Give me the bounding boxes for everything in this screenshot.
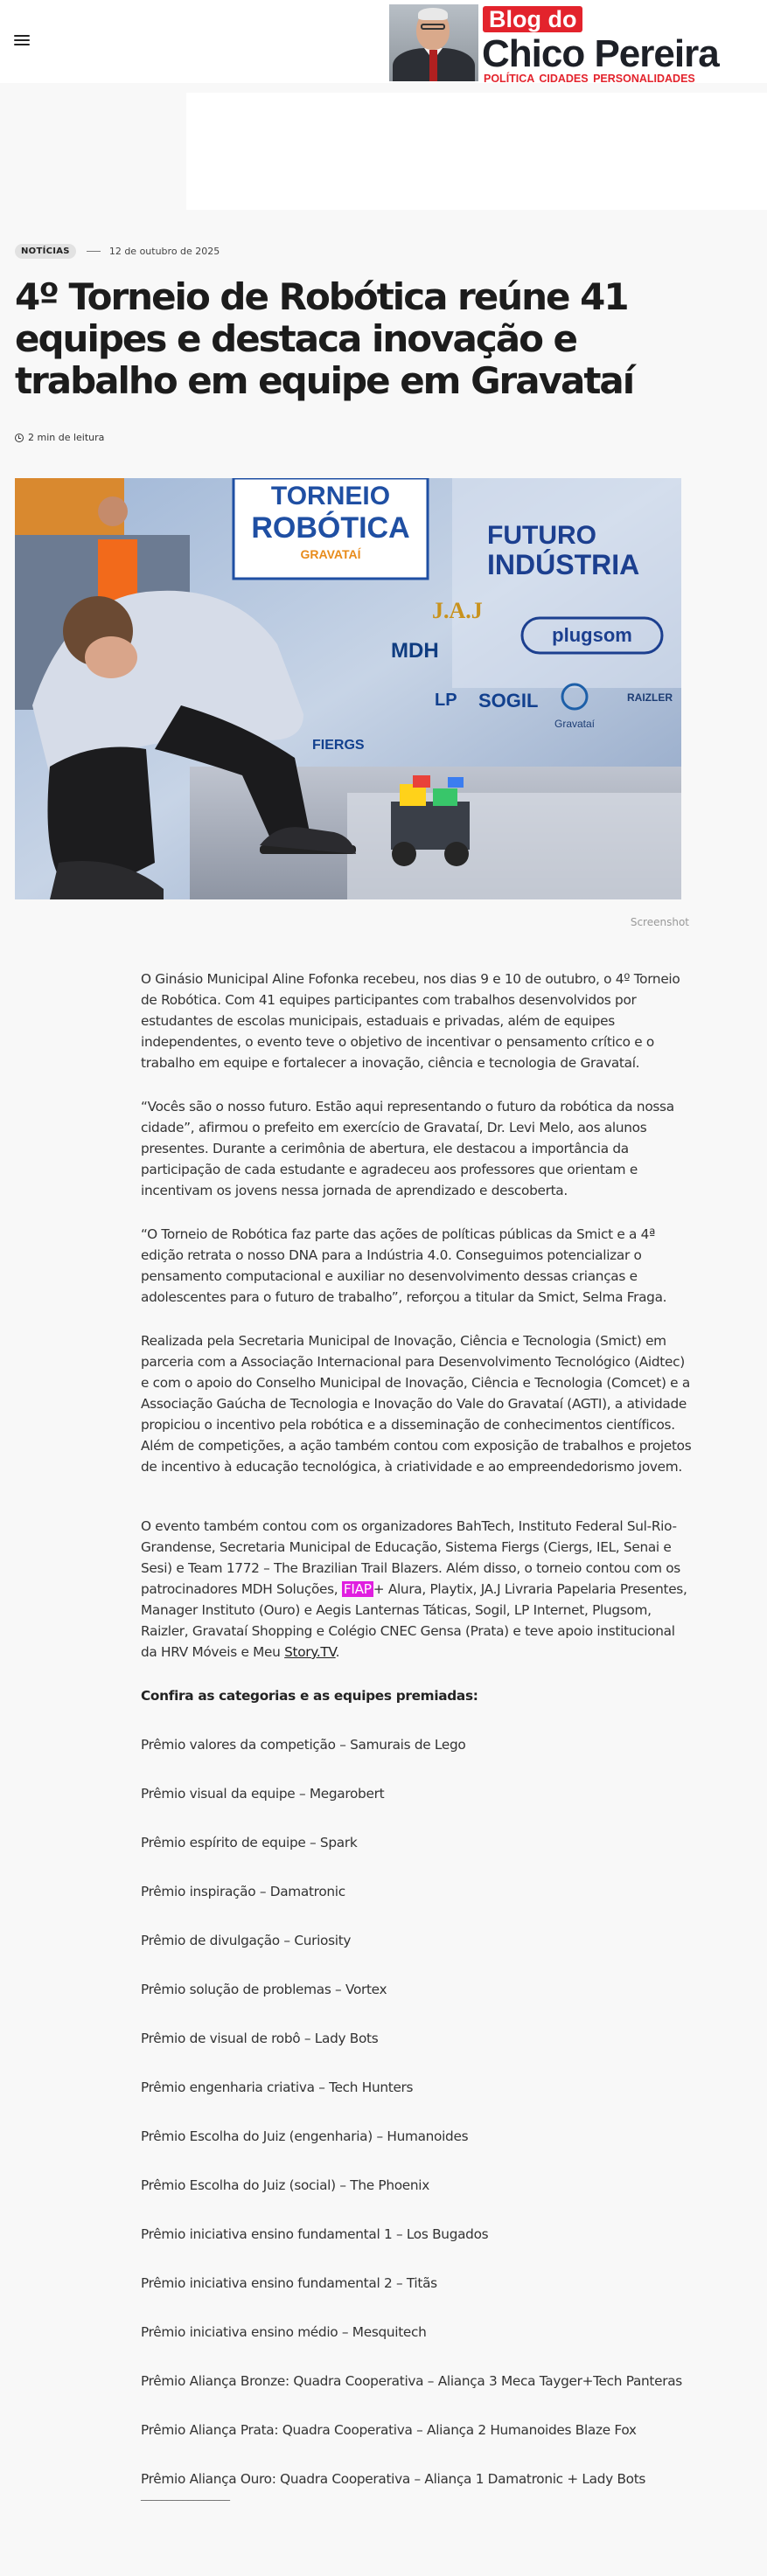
- site-header: [0, 0, 767, 83]
- prize-item: Prêmio iniciativa ensino fundamental 2 – Titãs: [141, 2275, 437, 2291]
- sponsor-plugsom: plugsom: [552, 624, 632, 646]
- image-caption: Screenshot: [630, 916, 689, 928]
- sponsor-mdh: MDH: [391, 639, 439, 663]
- sponsors-text: .: [335, 1644, 340, 1660]
- sponsor-raizler: RAIZLER: [627, 691, 673, 704]
- article-body: [141, 969, 692, 2523]
- prize-item: Prêmio Aliança Ouro: Quadra Cooperativa – Aliança 1 Damatronic + Lady Bots: [141, 2471, 646, 2487]
- sponsors-text: O evento também contou com os organizadores BahTech, Instituto Federal Sul-Rio-Grandense, Secretaria Municipal de Educação, Sistema Fiergs (Ciergs, IEL, Senai e Sesi) e Team 1772 – The Brazilian Trail Blazers. Além disso, o torneio contou com os patrocinadores MDH Soluções,: [141, 1518, 680, 1597]
- sponsor-sogil: SOGIL: [478, 690, 539, 712]
- prize-item: Prêmio de divulgação – Curiosity: [141, 1933, 352, 1948]
- fiap-highlight: FIAP: [343, 1581, 372, 1597]
- banner-text-torneio: TORNEIO: [270, 482, 391, 510]
- prize-item: Prêmio visual da equipe – Megarobert: [141, 1786, 385, 1802]
- text-separator: _________________: [141, 2489, 230, 2501]
- read-time-label: 2 min de leitura: [28, 432, 105, 443]
- prizes-heading: Confira as categorias e as equipes premiadas:: [141, 1688, 478, 1704]
- story-tv-link[interactable]: Story.TV: [284, 1644, 336, 1660]
- prize-item: Prêmio Aliança Bronze: Quadra Cooperativa – Aliança 3 Meca Tayger+Tech Panteras: [141, 2373, 682, 2389]
- article-meta: [15, 243, 220, 259]
- sponsors-paragraph: [141, 1516, 692, 1663]
- site-logo[interactable]: [389, 4, 719, 85]
- paragraph: Realizada pela Secretaria Municipal de Inovação, Ciência e Tecnologia (Smict) em parceria com a Associação Internacional para Desenvolvimento Tecnológico (Aidtec) e com o apoio do Conselho Municipal de Inovação, Ciência e Tecnologia (Comcet) e a Associação Gaúcha de Tecnologia e Inovação do Vale do Gravataí (AGTI), a atividade propiciou o incentivo pela robótica e a disseminação de conhecimentos científicos. Além de competições, a ação também contou com exposição de trabalhos e projetos de incentivo à educação tecnológica, à criatividade e ao empreendedorismo jovem.: [141, 1333, 692, 1475]
- svg-text:J.A.J: J.A.J: [432, 598, 483, 623]
- prize-item: Prêmio Escolha do Juiz (engenharia) – Humanoides: [141, 2128, 469, 2144]
- banner-text-futuro: FUTURO: [487, 521, 596, 550]
- ad-banner-placeholder: [186, 93, 767, 210]
- logo-name: Chico Pereira: [482, 32, 719, 75]
- banner-text-gravatai: GRAVATAÍ: [300, 547, 361, 561]
- prize-item: Prêmio espírito de equipe – Spark: [141, 1835, 358, 1850]
- banner-text-robotica: ROBÓTICA: [251, 511, 410, 545]
- prize-item: Prêmio Escolha do Juiz (social) – The Phoenix: [141, 2177, 429, 2193]
- article-title: 4º Torneio de Robótica reúne 41 equipes e destaca inovação e trabalho em equipe em Gravataí: [15, 275, 634, 402]
- sponsor-gravatai: Gravataí: [554, 718, 596, 730]
- prize-item: Prêmio Aliança Prata: Quadra Cooperativa – Aliança 2 Humanoides Blaze Fox: [141, 2422, 637, 2438]
- paragraph: “O Torneio de Robótica faz parte das ações de políticas públicas da Smict e a 4ª edição retrata o nosso DNA para a Indústria 4.0. Conseguimos potencializar o pensamento computacional e auxiliar no desenvolvimento dessas crianças e adolescentes para o futuro de trabalho”, reforçou a titular da Smict, Selma Fraga.: [141, 1226, 667, 1305]
- prize-item: Prêmio solução de problemas – Vortex: [141, 1982, 387, 1997]
- logo-blog-label: Blog do: [483, 6, 582, 32]
- logo-portrait: [389, 4, 478, 81]
- prize-item: Prêmio inspiração – Damatronic: [141, 1884, 345, 1899]
- clock-icon: [15, 434, 24, 442]
- prize-item: Prêmio engenharia criativa – Tech Hunters: [141, 2080, 414, 2095]
- paragraph: O Ginásio Municipal Aline Fofonka recebeu, nos dias 9 e 10 de outubro, o 4º Torneio de Robótica. Com 41 equipes participantes com trabalhos desenvolvidos por estudantes de escolas municipais, estaduais e privadas, além de equipes independentes, o evento teve o objetivo de incentivar o pensamento crítico e o trabalho em equipe e fortalecer a inovação, ciência e tecnologia de Gravataí.: [141, 971, 680, 1071]
- prize-item: Prêmio valores da competição – Samurais de Lego: [141, 1737, 466, 1753]
- prize-item: Prêmio iniciativa ensino fundamental 1 – Los Bugados: [141, 2226, 489, 2242]
- category-badge[interactable]: NOTÍCIAS: [15, 244, 76, 259]
- read-time: [15, 432, 104, 443]
- prize-item: Prêmio iniciativa ensino médio – Mesquitech: [141, 2324, 427, 2340]
- publish-date: 12 de outubro de 2025: [108, 245, 220, 257]
- meta-divider: [87, 251, 101, 252]
- prize-item: Prêmio de visual de robô – Lady Bots: [141, 2031, 379, 2046]
- sponsor-fiergs: FIERGS: [312, 738, 365, 753]
- article-hero-image: [15, 478, 681, 899]
- paragraph: “Vocês são o nosso futuro. Estão aqui representando o futuro da robótica da nossa cidade”, afirmou o prefeito em exercício de Gravataí, Dr. Levi Melo, aos alunos presentes. Durante a cerimônia de abertura, ele destacou a importância da participação de cada estudante e agradeceu aos professores que orientam e incentivam os jovens nessa jornada de aprendizado e descoberta.: [141, 1099, 674, 1198]
- banner-text-industria: INDÚSTRIA: [487, 549, 640, 580]
- logo-tagline: POLÍTICA CIDADES PERSONALIDADES: [484, 73, 695, 85]
- sponsor-lp: LP: [435, 691, 457, 710]
- hamburger-menu-icon[interactable]: [14, 35, 30, 45]
- sponsors-text: + Alura, Playtix, JA.J Livraria Papelaria Presentes, Manager Instituto (Ouro) e Aegis Lanternas Táticas, Sogil, LP Internet, Plugsom, Raizler, Gravataí Shopping e Colégio CNEC Gensa (Prata) e teve apoio institucional da HRV Móveis e Meu: [141, 1581, 687, 1660]
